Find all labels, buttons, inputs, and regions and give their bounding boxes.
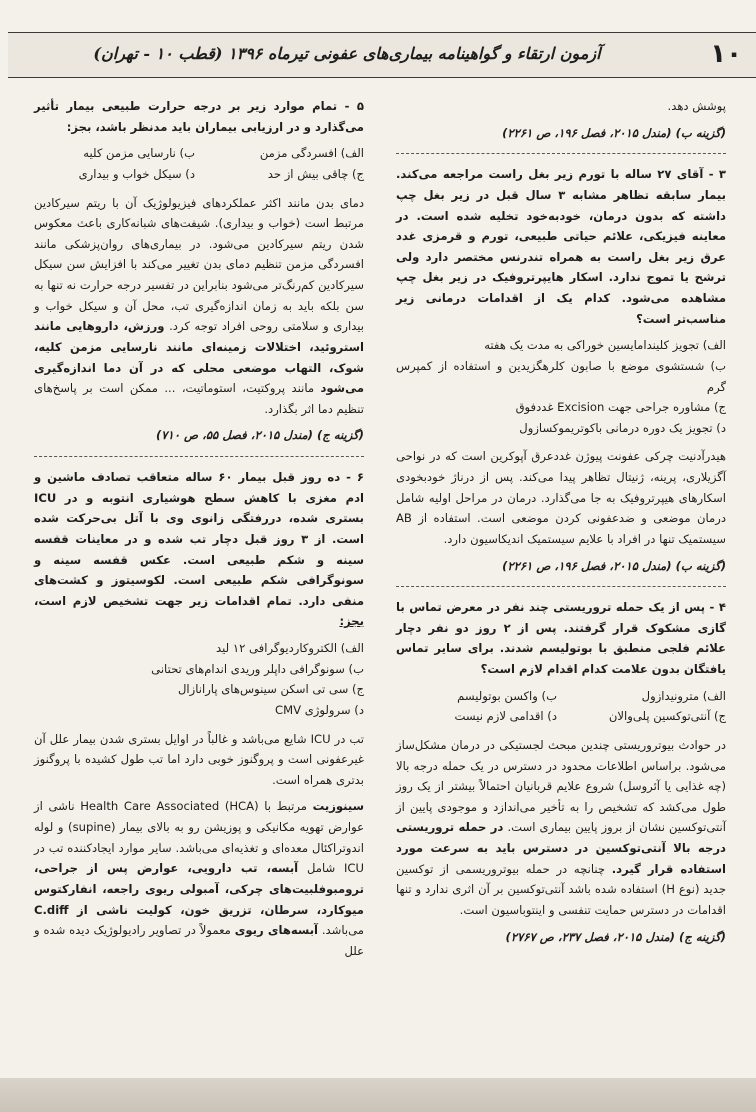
- separator: [396, 153, 726, 154]
- question-3: ۳ - آقای ۲۷ ساله با تورم زیر بغل راست مراجعه می‌کند. بیمار سابقه تظاهر مشابه ۳ سال قبل در زیر بغل چپ داشته که بدون درمان، خودبه‌خود تخلیه شده است. در معاینه فیزیکی، علائم حیاتی طبیعی، تورم و قرمزی غدد عرق زیر بغل راست به همراه تندرنس مختصر دارد ولی ترشح یا تموج ندارد. اسکار هایپرتروفیک در زیر بغل چپ مشاهده می‌شود. کدام یک از اقدامات درمانی زیر مناسب‌تر است؟: [396, 167, 726, 326]
- explanation-4-part-a: در حوادث بیوتروریستی چندین مبحث لجستیکی در درمان مشکل‌ساز می‌شود. براساس اطلاعات محدود در دسترس در یک حمله درجه بالا (چه غذایی یا آئروسل) شروع علایم قربانیان احتمالاً بیشتر از یک روز طول می‌کشد که تشخیص را به تأخیر می‌اندازد و موجودی پایین از آنتی‌توکسین نشان از بروز پایین بیماری است.: [396, 737, 726, 835]
- option-c: ج) آنتی‌توکسین پلی‌والان: [608, 709, 726, 724]
- option-d: د) سیکل خواب و بیداری: [78, 166, 195, 181]
- option-c: ج) سی تی اسکن سینوس‌های پارانازال: [177, 682, 364, 697]
- option-a: الف) الکتروکاردیوگرافی ۱۲ لید: [216, 641, 364, 655]
- explanation-4-emphasis: در حمله تروریستی درجه بالا آنتی‌توکسین در دسترس باید به سرعت مورد استفاده قرار گیرد.: [396, 820, 726, 876]
- explanation-6-b: [34, 796, 364, 961]
- question-4-options: [396, 686, 726, 727]
- option-b: ب) واکسن بوتولیسم: [457, 688, 557, 703]
- page-header: [8, 32, 756, 78]
- separator: [34, 456, 364, 457]
- option-c: ج) مشاوره جراحی جهت Excision غددفوق: [515, 400, 726, 415]
- explanation-6-term-2: آبسه‌های ریوی: [234, 923, 319, 938]
- right-column: [396, 96, 726, 953]
- option-a: الف) تجویز کلیندامایسین خوراکی به مدت یک هفته: [484, 338, 726, 353]
- option-b: ب) سونوگرافی داپلر وریدی اندام‌های تحتانی: [151, 661, 364, 676]
- explanation-6-term: سینوزیت: [312, 799, 365, 814]
- page-number: ۱۰: [710, 39, 742, 69]
- question-6: [34, 467, 364, 632]
- explanation-4: [396, 735, 726, 921]
- question-3-options: [396, 335, 726, 438]
- option-b: ب) شستشوی موضع با صابون کلرهگزیدین و استفاده از کمپرس گرم: [396, 358, 726, 394]
- explanation-6-tail: می‌باشد.: [321, 923, 364, 938]
- question-6-options: [34, 638, 364, 721]
- explanation-6-text: مرتبط با Health Care Associated (HCA) ناشی از عوارض تهویه مکانیکی و پوزیشن رو به بالای بیمار (supine) و لوله اندوتراکئال معده‌ای و تغذیه‌ای می‌باشد. سایر موارد ایجادکننده تب در ICU شامل: [34, 799, 365, 876]
- explanation-4-part-c: چنانچه در حمله بیوتروریسمی از توکسین جدید (نوع H) استفاده شده باشد آنتی‌توکسین بر آن اثری ندارد و تنها اقدامات در دسترس حمایت تنفسی و اینتوباسیون است.: [396, 861, 727, 917]
- option-b: ب) نارسایی مزمن کلیه: [83, 146, 195, 161]
- separator: [396, 586, 726, 587]
- answer-2: (گزینه ب) (مندل ۲۰۱۵، فصل ۱۹۶، ص ۲۲۶۱): [502, 125, 726, 140]
- explanation-6-a: تب در ICU شایع می‌باشد و غالباً در اوایل بستری شدن بیمار علل آن غیرعفونی است و پروگنوز خوبی دارد اما تب طول کشیده با پروگنوز بدتری همراه است.: [34, 731, 364, 787]
- question-6-except: بجز:: [339, 614, 364, 629]
- question-4: ۴ - پس از یک حمله تروریستی چند نفر در معرض تماس با گازی مشکوک قرار گرفتند. پس از ۲ روز دو نفر دچار علائم فلجی منطبق با بوتولیسم شدند. برای سایر تماس یافتگان بدون علامت کدام اقدام لازم است؟: [396, 600, 726, 676]
- option-c: ج) چاقی بیش از حد: [267, 166, 364, 181]
- explanation-6-tail-2: معمولاً در تصاویر رادیولوژیک دیده شده و علل: [34, 923, 364, 958]
- option-d: د) تجویز یک دوره درمانی باکوتریموکسازول: [519, 420, 726, 435]
- option-a: الف) افسردگی مزمن: [259, 146, 364, 161]
- question-5: ۵ - تمام موارد زیر بر درجه حرارت طبیعی بیمار تأثیر می‌گذارد و در ارزیابی بیماران باید مدنظر باشد، بجز:: [34, 99, 364, 134]
- option-a: الف) مترونیدازول: [641, 688, 726, 703]
- explanation-5-emphasis: ورزش، داروهایی مانند استروئید، اختلالات زمینه‌ای مانند نارسایی مزمن کلیه، شوک، التهاب موضعی محلی که در آن دما اندازه‌گیری می‌شود: [34, 319, 364, 396]
- explanation-5-part-a: دمای بدن مانند اکثر عملکردهای فیزیولوژیک آن با ریتم سیرکادین مرتبط است (خواب و بیداری). شیفت‌های شبانه‌کاری باعث معکوس شدن ریتم سیرکادین می‌شود. در بیماری‌های روان‌پزشکی مانند افسردگی مزمن تنظیم دمای بدن تغییر می‌کند با افزایش سن سیکل سیرکادین کم‌رنگ‌تر می‌شود بنابراین در تفسیر درجه حرارت نه تنها به سن بلکه باید به زمان اندازه‌گیری تب، محل آن و سیکل خواب و بیداری و سلامتی روحی افراد توجه کرد.: [34, 195, 365, 334]
- page-bottom-band: [0, 1078, 756, 1112]
- left-column: [34, 96, 364, 967]
- answer-4: (گزینه ج) (مندل ۲۰۱۵، فصل ۲۳۷، ص ۲۷۶۷): [505, 929, 726, 944]
- question-5-options: [34, 143, 364, 184]
- explanation-3: هیدرآدنیت چرکی عفونت پیوژن غددعرق آپوکرین است که در نواحی آگزیلاری، پرینه، ژنیتال تظاهر پیدا می‌کند. پس از درناژ خودبخودی اسکارهای هیپرتروفیک به جا می‌گذارد. درمان در مراحل اولیه شامل درمان موضعی و ضدعفونی کردن موضعی است. استفاده از AB سیستمیک تنها در افراد با علایم سیستمیک اندیکاسیون دارد.: [396, 449, 726, 546]
- explanation-6-list: آبسه، تب دارویی، عوارض پس از جراحی، ترومبوفلبیت‌های چرکی، آمبولی ریوی راجعه، انفارکتوس میوکارد، سرطان، تزریق خون، کولیت ناشی از C.diff: [34, 861, 364, 917]
- option-d: د) سرولوژی CMV: [275, 702, 364, 717]
- answer-5: (گزینه ج) (مندل ۲۰۱۵، فصل ۵۵، ص ۷۱۰): [155, 428, 364, 443]
- answer-3: (گزینه ب) (مندل ۲۰۱۵، فصل ۱۹۶، ص ۲۲۶۱): [502, 558, 726, 573]
- option-d: د) اقدامی لازم نیست: [454, 709, 557, 724]
- continued-text: پوشش دهد.: [667, 99, 726, 113]
- running-title: آزمون ارتقاء و گواهینامه بیماری‌های عفونی تیرماه ۱۳۹۶ (قطب ۱۰ - تهران): [93, 44, 601, 63]
- explanation-5: [34, 193, 364, 420]
- explanation-5-part-c: مانند پروکتیت، استوماتیت، ... ممکن است بر پاسخ‌های تنظیم دما اثر بگذارد.: [34, 381, 364, 416]
- question-6-text: ۶ - ده روز قبل بیمار ۶۰ ساله متعاقب تصادف ماشین و ادم مغزی با کاهش سطح هوشیاری انتوبه و در ICU بستری شده، دررفتگی زانوی وی با آتل بی‌حرکت شده است. از ۳ روز قبل دچار تب شده و در معاینات قفسه سینه و شکم طبیعی است. عکس قفسه سینه و سونوگرافی شکم طبیعی است. لکوسیتوز و کشت‌های منفی دارد. تمام اقدامات زیر جهت تشخیص لازم است،: [34, 470, 364, 608]
